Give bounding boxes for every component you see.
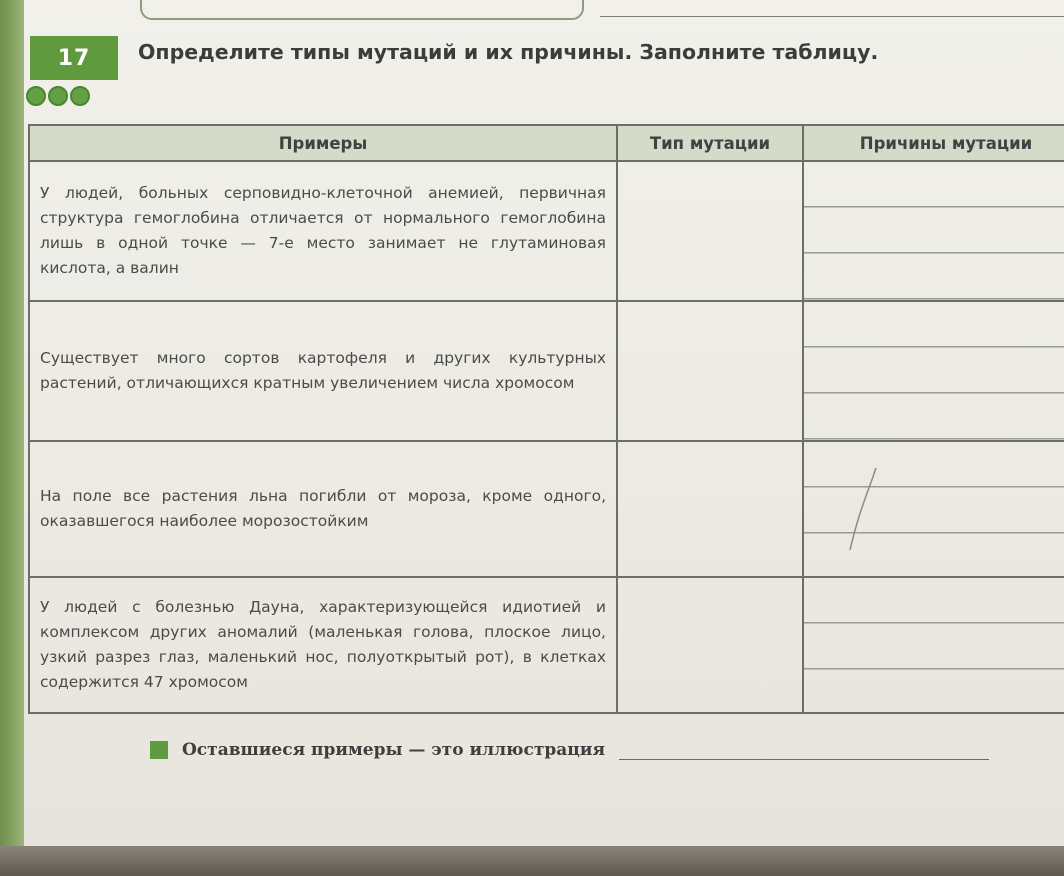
difficulty-indicator xyxy=(26,86,90,106)
example-cell: У людей, больных серповидно-клеточной анемией, первичная структура гемоглобина отличается от нормального гемоглобина лишь в одной точке — 7-е место занимает не глутаминовая кислота, а валин xyxy=(29,161,617,301)
mutation-reasons-input[interactable] xyxy=(803,301,1064,441)
table-row xyxy=(29,301,1064,441)
previous-answer-box xyxy=(140,0,584,20)
mutation-reasons-input[interactable] xyxy=(803,161,1064,301)
difficulty-dot-icon xyxy=(70,86,90,106)
example-cell: На поле все растения льна погибли от мороза, кроме одного, оказавшегося наиболее морозостойким xyxy=(29,441,617,577)
footer-answer-input[interactable] xyxy=(619,741,989,760)
table-row xyxy=(29,441,1064,577)
footer-prompt: Оставшиеся примеры — это иллюстрация xyxy=(182,740,605,760)
background-shadow xyxy=(0,846,1064,876)
example-cell: Существует много сортов картофеля и других культурных растений, отличающихся кратным увеличением числа хромосом xyxy=(29,301,617,441)
task-number: 17 xyxy=(57,45,91,71)
table-row xyxy=(29,161,1064,301)
pencil-stroke-icon xyxy=(828,462,888,552)
footer-line xyxy=(150,740,989,760)
header-mutation-reasons: Причины мутации xyxy=(803,125,1064,161)
example-cell: У людей с болезнью Дауна, характеризующейся идиотией и комплексом других аномалий (маленькая голова, плоское лицо, узкий разрез глаз, маленький нос, полуоткрытый рот), в клетках содержится 47 хромосом xyxy=(29,577,617,713)
difficulty-dot-icon xyxy=(26,86,46,106)
mutation-type-input[interactable] xyxy=(617,441,803,577)
bullet-square-icon xyxy=(150,741,168,759)
mutation-type-input[interactable] xyxy=(617,161,803,301)
header-examples: Примеры xyxy=(29,125,617,161)
difficulty-dot-icon xyxy=(48,86,68,106)
task-title: Определите типы мутаций и их причины. Заполните таблицу. xyxy=(138,40,879,64)
previous-answer-line xyxy=(600,16,1064,17)
mutation-type-input[interactable] xyxy=(617,301,803,441)
mutation-type-input[interactable] xyxy=(617,577,803,713)
task-number-badge xyxy=(30,36,118,80)
table-row xyxy=(29,577,1064,713)
mutation-table xyxy=(28,124,1064,714)
header-mutation-type: Тип мутации xyxy=(617,125,803,161)
table-header-row xyxy=(29,125,1064,161)
mutation-reasons-input[interactable] xyxy=(803,577,1064,713)
green-margin-strip xyxy=(0,0,24,846)
